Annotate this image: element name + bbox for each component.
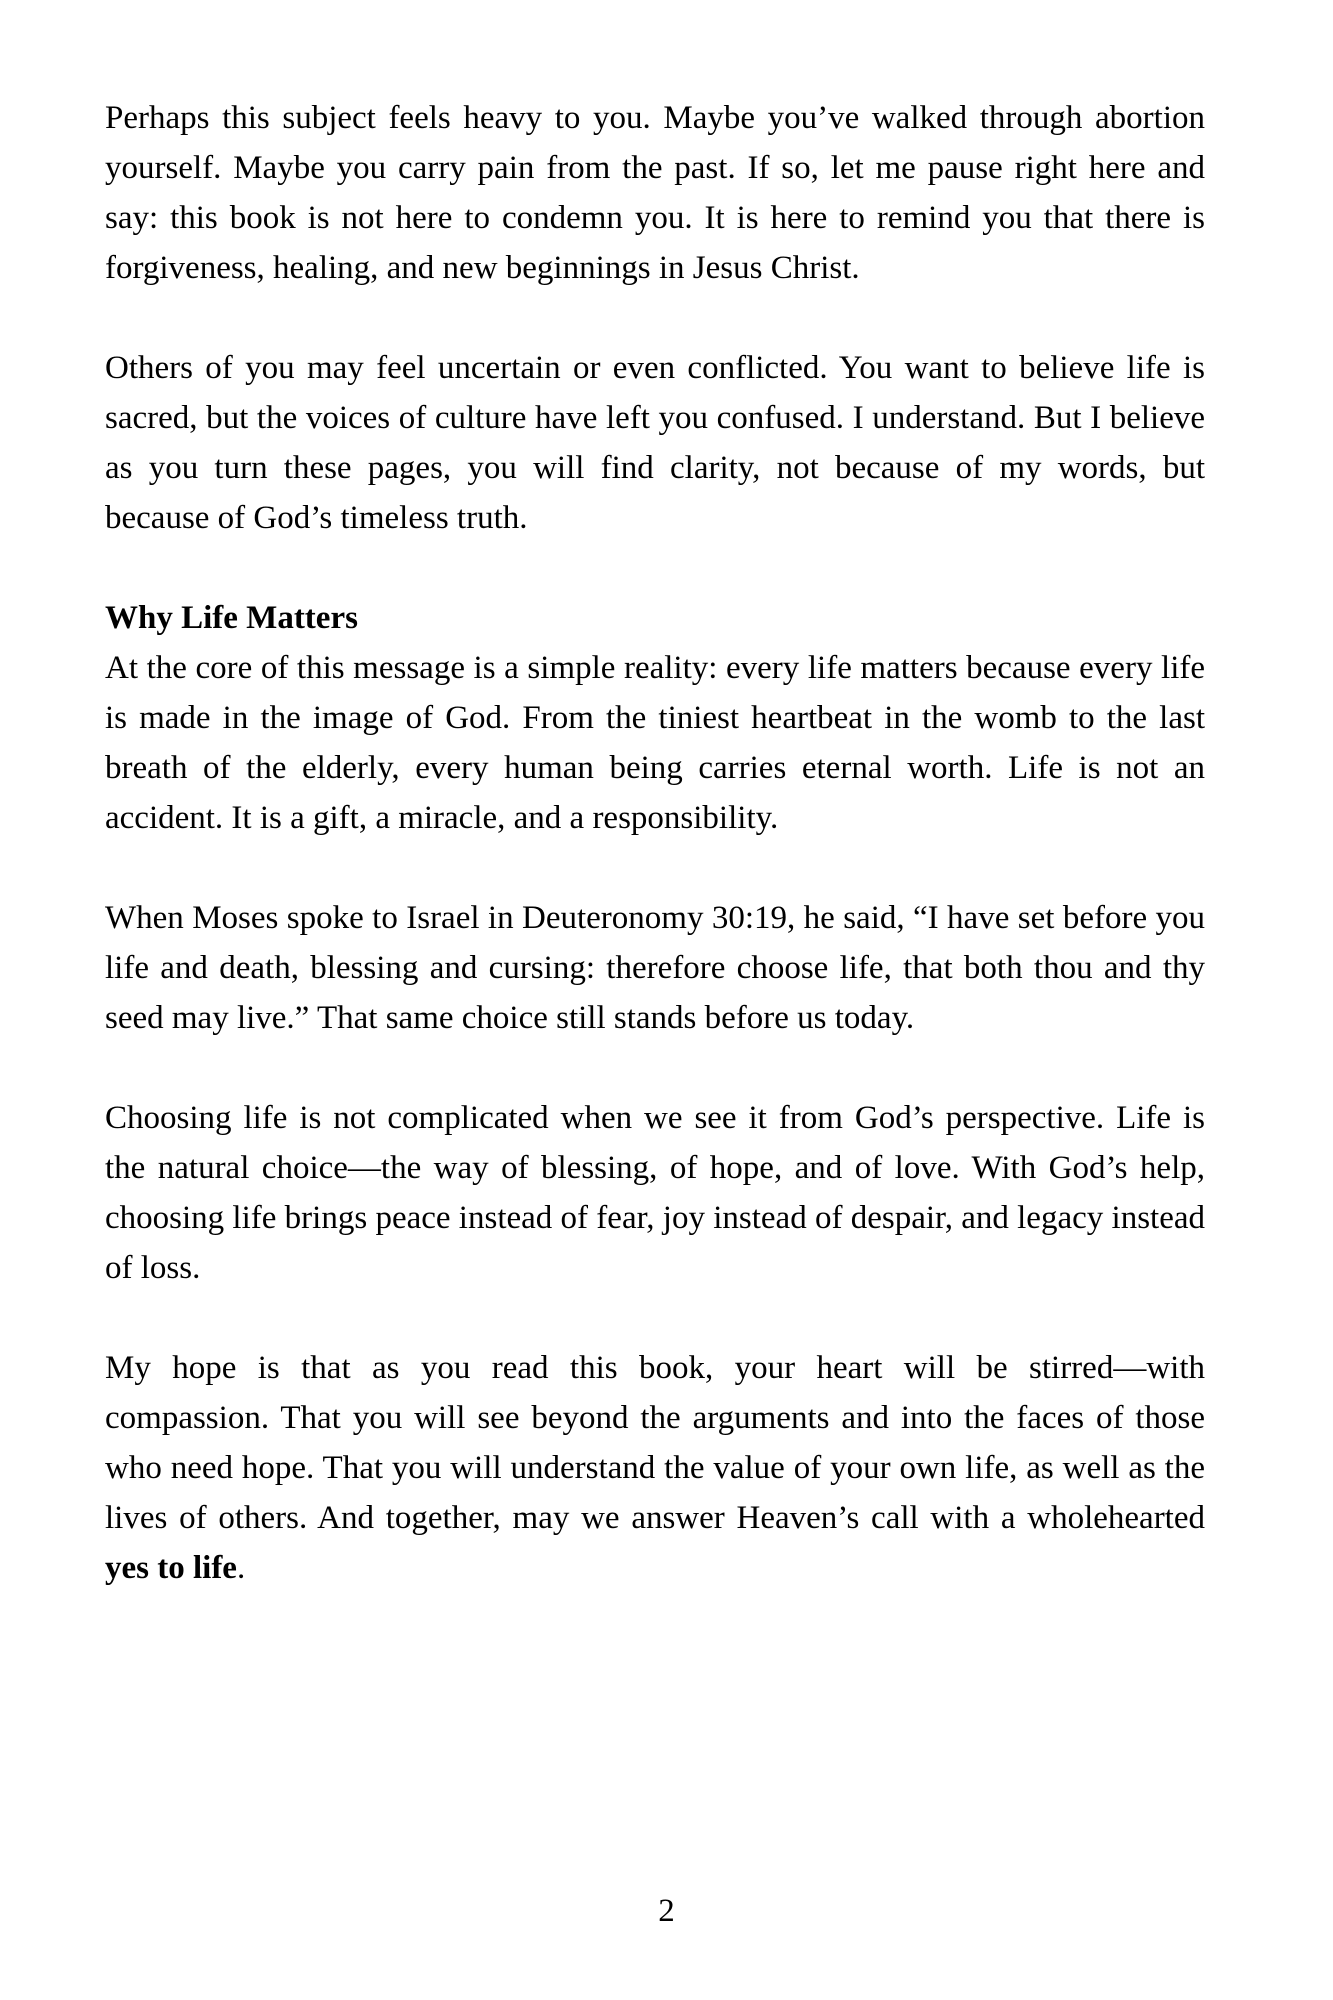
paragraph-6-text: My hope is that as you read this book, your heart will be stirred—with compassion. That you will see beyond the arguments and into the faces of those who need hope. That you will understand the value of your own life, as well as the lives of others. And together, may we answer Heaven’s call with a wholehearted — [105, 1350, 1205, 1536]
paragraph-6 — [105, 1343, 1205, 1593]
paragraph-2: Others of you may feel uncertain or even conflicted. You want to believe life is sacred, but the voices of culture have left you confused. I understand. But I believe as you turn these pages, you will find clarity, not because of my words, but because of God’s timeless truth. — [105, 350, 1205, 536]
paragraph-5: Choosing life is not complicated when we see it from God’s perspective. Life is the natural choice—the way of blessing, of hope, and of love. With God’s help, choosing life brings peace instead of fear, joy instead of despair, and legacy instead of loss. — [105, 1100, 1205, 1286]
paragraph-3: At the core of this message is a simple reality: every life matters because every life is made in the image of God. From the tiniest heartbeat in the womb to the last breath of the elderly, every human being carries eternal worth. Life is not an accident. It is a gift, a miracle, and a responsibility. — [105, 650, 1205, 836]
paragraph-1: Perhaps this subject feels heavy to you. Maybe you’ve walked through abortion yourself. Maybe you carry pain from the past. If so, let me pause right here and say: this book is not here to condemn you. It is here to remind you that there is forgiveness, healing, and new beginnings in Jesus Christ. — [105, 100, 1205, 286]
page-number: 2 — [658, 1893, 675, 1929]
paragraph-6-period: . — [236, 1550, 246, 1586]
page-body-text — [105, 93, 1205, 1643]
paragraph-4: When Moses spoke to Israel in Deuteronomy 30:19, he said, “I have set before you life and death, blessing and cursing: therefore choose life, that both thou and thy seed may live.” That same choice still stands before us today. — [105, 900, 1205, 1036]
section-heading: Why Life Matters — [105, 600, 358, 636]
emphasis-yes-to-life: yes to life — [105, 1550, 237, 1586]
